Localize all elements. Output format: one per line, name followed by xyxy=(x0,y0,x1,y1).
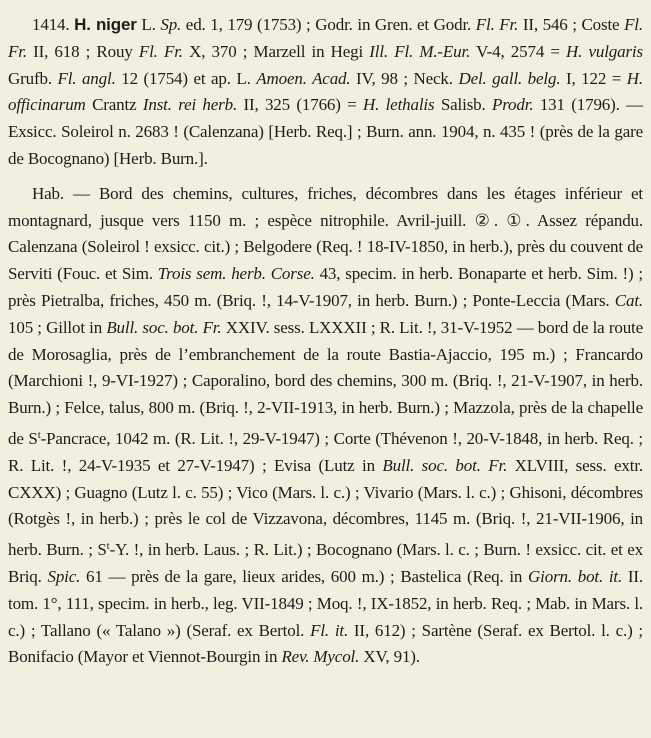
header-italic: Amoen. Acad. xyxy=(256,68,351,88)
header-italic: Fl. Fr. xyxy=(475,15,519,34)
species-name: H. niger xyxy=(74,15,137,34)
superscript: t xyxy=(37,428,41,441)
header-text: 12 (1754) et ap. L. xyxy=(115,68,257,88)
header-italic: Fl. angl. xyxy=(57,68,116,88)
habitat-text: Hab. — Bord des chemins, cultures, friches, décombres dans les étages inférieur et montagnard, jusque vers 1150 m. ; espèce nitrophile. Avril-juill. ②. ①. Assez répandu. Calenzana (Soleirol ! exsicc. cit.) ; Belgodere (Req. ! 18-IV-1850, in herb.), près du couvent de Serviti (Fouc. et Sim. xyxy=(8,183,643,284)
header-text: IV, 98 ; Neck. xyxy=(350,68,459,88)
habitat-text: 43, specim. in herb. Bonaparte et herb. Sim. !) ; près Pietralba, friches, 450 m. (Briq. !, 14-V-1907, in herb. Burn.) ; Ponte-Leccia (Mars. xyxy=(8,264,643,310)
header-text: Salisb. xyxy=(434,95,492,115)
habitat-italic: Giorn. bot. it. xyxy=(528,566,623,586)
habitat-italic: Bull. soc. bot. Fr. xyxy=(106,317,222,337)
habitat-italic: Spic. xyxy=(47,566,81,586)
habitat-paragraph xyxy=(8,181,643,671)
header-italic: Fl. Fr. xyxy=(8,15,643,61)
habitat-italic: Bull. soc. bot. Fr. xyxy=(382,455,508,475)
habitat-text: II. tom. 1°, 111, specim. in herb., leg. VII-1849 ; Moq. !, IX-1852, in herb. Req. ; Mab. in Mars. l. c.) ; Tallano (« Talano ») (Seraf. ex Bertol. xyxy=(8,566,643,640)
header-italic: H. vulgaris xyxy=(566,41,643,61)
header-italic: Ill. Fl. M.-Eur. xyxy=(369,41,471,61)
header-italic: Inst. rei herb. xyxy=(142,95,238,115)
habitat-text: 105 ; Gillot in xyxy=(8,317,107,337)
habitat-text: XLVIII, sess. extr. CXXX) ; Guagno (Lutz l. c. 55) ; Vico (Mars. l. c.) ; Vivario (Mars. l. c.) ; Ghisoni, décombres (Rotgès !, in herb.) ; près le col de Vizzavona, décombres, 1145 m. (Briq. !, 21-VII-1906, in herb. Burn. ; S xyxy=(8,455,643,560)
habitat-italic: Cat. xyxy=(614,290,643,310)
habitat-italic: Rev. Mycol. xyxy=(281,647,360,667)
habitat-text: -Y. !, in herb. Laus. ; R. Lit.) ; Bocognano (Mars. l. c. ; Burn. ! exsicc. cit. et ex Briq. xyxy=(8,540,643,586)
habitat-text: -Pancrace, 1042 m. (R. Lit. !, 29-V-1947) ; Corte (Thévenon !, 20-V-1848, in herb. Req. ; R. Lit. !, 24-V-1935 et 27-V-1947) ; Evisa (Lutz in xyxy=(8,428,643,475)
header-text: II, 618 ; Rouy xyxy=(26,41,139,61)
header-text: I, 122 = xyxy=(560,68,627,88)
header-text: II, 546 ; Coste xyxy=(518,15,625,34)
habitat-text: II, 612) ; Sartène (Seraf. ex Bertol. l. c.) ; Bonifacio (Mayor et Viennot-Bourgin in xyxy=(8,620,643,667)
habitat-italic: Trois sem. herb. Corse. xyxy=(157,264,315,284)
header-text: V-4, 2574 = xyxy=(470,41,567,61)
habitat-text: XV, 91). xyxy=(359,647,420,667)
header-text: X, 370 ; Marzell in Hegi xyxy=(182,41,370,61)
habitat-text: XXIV. sess. LXXXII ; R. Lit. !, 31-V-1952 — bord de la route de Morosaglia, près de l’embranchement de la route Bastia-Ajaccio, 195 m.) ; Francardo (Marchioni !, 9-VI-1927) ; Caporalino, bord des chemins, 300 m. (Briq. !, 21-V-1907, in herb. Burn.) ; Felce, talus, 800 m. (Briq. !, 2-VII-1913, in herb. Burn.) ; Mazzola, près de la chapelle de S xyxy=(8,317,644,448)
header-italic: H. officinarum xyxy=(8,68,643,115)
header-text: II, 325 (1766) = xyxy=(237,95,363,115)
header-italic: H. lethalis xyxy=(363,95,435,115)
header-text: ed. 1, 179 (1753) ; Godr. in Gren. et Godr. xyxy=(181,15,476,34)
header-text: 131 (1796). — Exsicc. Soleirol n. 2683 ! (Calenzana) [Herb. Req.] ; Burn. ann. 1904, n. 435 ! (près de la gare de Bocognano) [Herb. Burn.]. xyxy=(8,95,643,168)
header-italic: Sp. xyxy=(160,15,182,34)
superscript: t xyxy=(106,540,110,553)
species-entry-header xyxy=(8,12,643,173)
habitat-italic: Fl. it. xyxy=(310,620,349,640)
header-italic: Prodr. xyxy=(491,95,534,115)
header-text: L. xyxy=(136,15,161,34)
habitat-text: 61 — près de la gare, lieux arides, 600 m.) ; Bastelica (Req. in xyxy=(80,566,529,586)
entry-number: 1414. xyxy=(32,15,70,34)
header-text: Grufb. xyxy=(8,68,58,88)
header-italic: Del. gall. belg. xyxy=(458,68,561,88)
header-text: Crantz xyxy=(85,95,143,115)
header-italic: Fl. Fr. xyxy=(138,41,183,61)
